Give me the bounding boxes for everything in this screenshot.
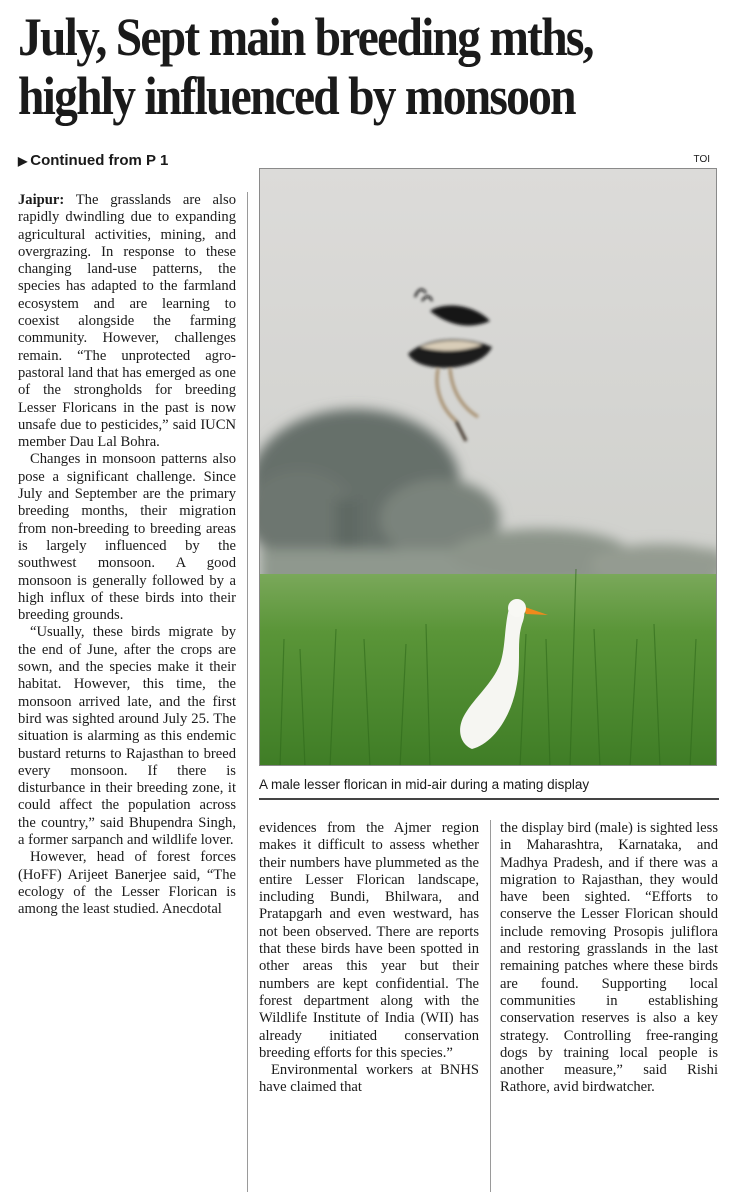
paragraph: Environmental workers at BNHS have claimed that: [259, 1062, 479, 1096]
article-column-3: [500, 820, 718, 1097]
paragraph: However, head of forest forces (HoFF) Arijeet Banerjee said, “The ecology of the Lesser Florican is among the least studied. Anecdotal: [18, 849, 236, 918]
photo-illustration: [260, 169, 717, 766]
paragraph: the display bird (male) is sighted less in Maharashtra, Karnataka, and Madhya Pradesh, and if there was a migration to Rajasthan, they would have been sighted. “Efforts to conserve the Lesser Florican should include removing Prosopis juliflora and restoring grasslands in the last remaining patches where these birds are found. Supporting local communities in establishing conservation reserves is also a key strategy. Controlling free-ranging dogs by training local people is another measure,” said Rishi Rathore, avid birdwatcher.: [500, 820, 718, 1096]
continued-text: Continued from P 1: [30, 152, 169, 169]
column-divider-1: [247, 192, 248, 1192]
headline-line-1: July, Sept main breeding mths,: [18, 7, 593, 67]
paragraph: “Usually, these birds migrate by the end of June, after the crops are sown, and the species make it their habitat. However, this time, the monsoon arrived late, and the first bird was sighted around July 25. The situation is alarming as this endemic bustard returns to Rajasthan to breed every monsoon. If there is disturbance in their breeding zone, it could affect the population across the country,” said Bhupendra Singh, a former sarpanch and wildlife lover.: [18, 624, 236, 848]
dateline: Jaipur:: [18, 192, 65, 208]
paragraph: evidences from the Ajmer region makes it difficult to assess whether their numbers have plummeted as the entire Lesser Florican landscape, including Bundi, Bhilwara, and Pratapgarh and even westward, has not been observed. There are reports that these birds have been spotted in other areas this year but their numbers are kept confidential. The forest department along with the Wildlife Institute of India (WII) has already initiated conservation breeding efforts for this species.”: [259, 820, 479, 1061]
article-column-2: [259, 820, 479, 1097]
paragraph-text: The grasslands are also rapidly dwindling due to expanding agricultural activities, mining, and overgrazing. In response to these changing land-use patterns, the species has adapted to the farmland ecosystem and are learning to coexist alongside the farming community. However, challenges remain. “The unprotected agro-pastoral land that has emerged as one of the strongholds for breeding Lesser Floricans in the past is now unsafe due to pesticides,” said IUCN member Dau Lal Bohra.: [18, 192, 236, 451]
photo-caption: A male lesser florican in mid-air during a mating display: [259, 777, 719, 800]
headline: [18, 8, 634, 126]
paragraph: [18, 192, 236, 451]
column-divider-2: [490, 820, 491, 1192]
triangle-right-icon: ▶: [18, 154, 28, 168]
headline-line-2: highly influenced by monsoon: [18, 66, 575, 126]
article-column-1: [18, 192, 236, 918]
photo-credit: TOI: [693, 154, 710, 165]
continued-from-label: [18, 152, 168, 170]
florican-photo: [259, 168, 717, 766]
paragraph: Changes in monsoon patterns also pose a significant challenge. Since July and September are the primary breeding months, their migration from non-breeding to breeding areas is largely influenced by the southwest monsoon. A good monsoon is generally followed by a high influx of these birds into their breeding grounds.: [18, 451, 236, 624]
